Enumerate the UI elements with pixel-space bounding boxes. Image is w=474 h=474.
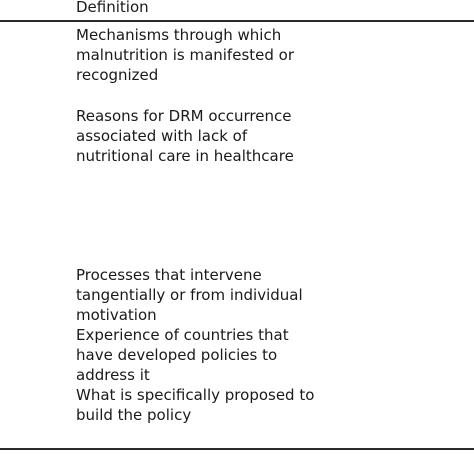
table-row xyxy=(76,265,303,325)
row-text-line: address it xyxy=(76,366,150,384)
table-row xyxy=(76,106,294,166)
table-row xyxy=(76,325,289,385)
table-bottom-rule xyxy=(0,448,474,450)
row-text-line: Processes that intervene xyxy=(76,266,262,284)
row-text-line: Mechanisms through which xyxy=(76,26,282,44)
row-text-line: Experience of countries that xyxy=(76,326,289,344)
column-header-definition: Definition xyxy=(76,0,149,16)
header-rule xyxy=(0,20,474,22)
row-text-line: have developed policies to xyxy=(76,346,278,364)
row-text-line: Reasons for DRM occurrence xyxy=(76,107,292,125)
row-text-line: recognized xyxy=(76,66,159,84)
table-row xyxy=(76,25,294,85)
table-row xyxy=(76,385,314,425)
row-text-line: What is specifically proposed to xyxy=(76,386,315,404)
row-text-line: build the policy xyxy=(76,406,192,424)
row-text-line: associated with lack of xyxy=(76,127,248,145)
row-text-line: malnutrition is manifested or xyxy=(76,46,294,64)
row-text-line: motivation xyxy=(76,306,157,324)
row-text-line: tangentially or from individual xyxy=(76,286,303,304)
row-text-line: nutritional care in healthcare xyxy=(76,147,294,165)
